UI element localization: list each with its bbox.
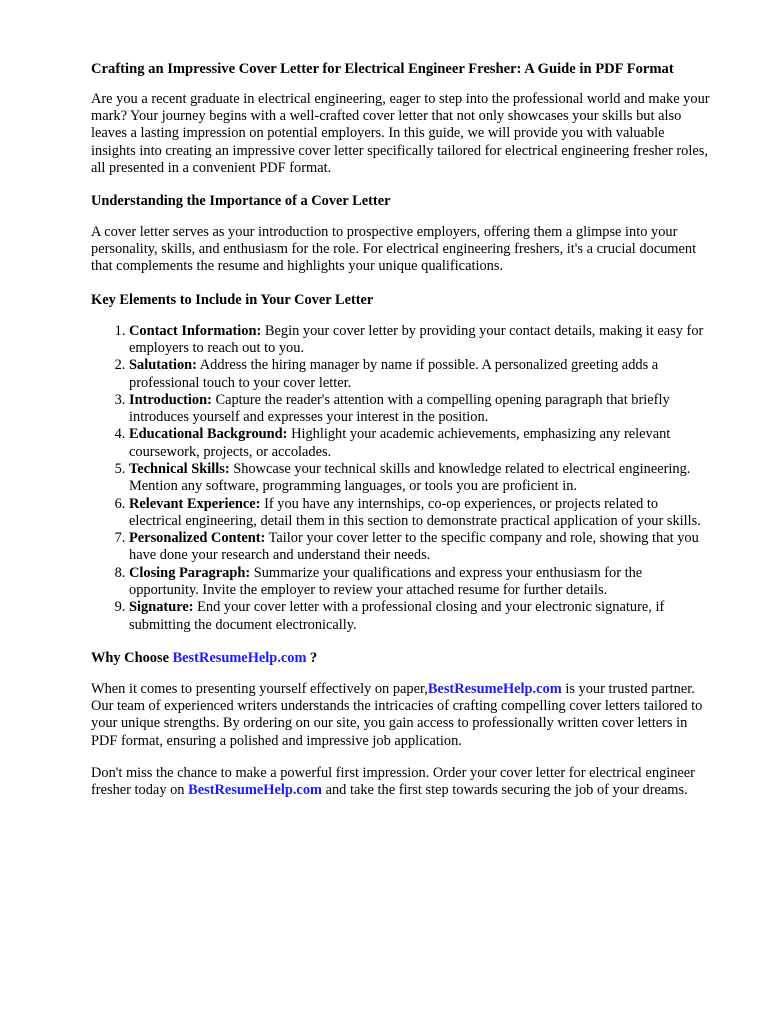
section-heading-importance: Understanding the Importance of a Cover Letter [91, 193, 391, 210]
list-item-term: Signature: [129, 599, 194, 616]
list-item [129, 599, 712, 634]
importance-paragraph: A cover letter serves as your introduction to prospective employers, offering them a glimpse into your personality, skills, and enthusiasm for the role. For electrical engineering freshers, it's a crucial document that complements the resume and highlights your unique qualifications. [91, 224, 697, 275]
list-item [129, 357, 712, 392]
list-item-text: Showcase your technical skills and knowledge related to electrical engineering. Mention any software, programming languages, or tools you are proficient in. [129, 461, 691, 495]
list-item-text: Address the hiring manager by name if possible. A personalized greeting adds a professional touch to your cover letter. [129, 357, 659, 391]
list-item-term: Technical Skills: [129, 461, 230, 477]
key-elements-list [91, 323, 712, 634]
list-item [129, 461, 712, 496]
why-choose-site-link[interactable]: BestResumeHelp.com [172, 649, 307, 666]
closing-paragraph [91, 765, 712, 799]
list-item-text: Summarize your qualifications and express your enthusiasm for the opportunity. Invite the employer to review your attached resume for further details. [129, 564, 643, 599]
why-choose-paragraph [91, 681, 712, 750]
list-item-text: Capture the reader's attention with a compelling opening paragraph that briefly introduces yourself and expresses your interest in the position. [129, 391, 670, 426]
closing-text-before: Don't miss the chance to make a powerful first impression. Order your cover letter for electrical engineer fresher today on [91, 764, 695, 798]
list-item-term: Closing Paragraph: [129, 564, 251, 581]
list-item [129, 496, 712, 531]
why-choose-prefix: Why Choose [91, 649, 173, 666]
list-item [129, 426, 712, 461]
list-item [129, 392, 712, 427]
list-item-text: Tailor your cover letter to the specific company and role, showing that you have done your research and understand their needs. [129, 530, 699, 564]
list-item [129, 530, 712, 565]
closing-text-after: and take the first step towards securing the job of your dreams. [322, 781, 688, 798]
list-item-term: Salutation: [129, 357, 197, 374]
partner-site-link[interactable]: BestResumeHelp.com [427, 680, 562, 697]
list-item-text: Highlight your academic achievements, emphasizing any relevant coursework, projects, or accolades. [129, 426, 671, 460]
document-title: Crafting an Impressive Cover Letter for Electrical Engineer Fresher: A Guide in PDF Format [91, 61, 674, 77]
list-item-term: Introduction: [129, 391, 212, 408]
list-item-term: Personalized Content: [129, 530, 266, 547]
list-item-text: End your cover letter with a professional closing and your electronic signature, if submitting the document electronically. [129, 599, 665, 633]
list-item-term: Contact Information: [129, 322, 262, 339]
list-item-term: Educational Background: [129, 426, 288, 443]
list-item-text: If you have any internships, co-op experiences, or projects related to electrical engineering, detail them in this section to demonstrate practical application of your skills. [129, 495, 701, 529]
section-heading-why-choose [91, 649, 712, 667]
list-item-term: Relevant Experience: [129, 495, 261, 512]
why-choose-suffix: ? [306, 649, 318, 666]
list-item [129, 565, 712, 600]
intro-paragraph: Are you a recent graduate in electrical engineering, eager to step into the professional world and make your mark? Your journey begins with a well-crafted cover letter that not only showcases your skills but also leaves a lasting impression on potential employers. In this guide, we will provide you with valuable insights into creating an impressive cover letter specifically tailored for electrical engineering fresher roles, all presented in a convenient PDF format. [91, 91, 710, 176]
list-item [129, 323, 712, 358]
section-heading-key-elements: Key Elements to Include in Your Cover Letter [91, 291, 374, 308]
list-item-text: Begin your cover letter by providing your contact details, making it easy for employers to reach out to you. [129, 322, 704, 356]
order-site-link[interactable]: BestResumeHelp.com [188, 781, 322, 798]
why-choose-text-before: When it comes to presenting yourself effectively on paper, [91, 680, 428, 697]
why-choose-text-after: is your trusted partner. Our team of experienced writers understands the intricacies of crafting compelling cover letters tailored to your unique strengths. By ordering on our site, you gain access to professionally written cover letters in PDF format, ensuring a polished and impressive job application. [91, 680, 703, 749]
